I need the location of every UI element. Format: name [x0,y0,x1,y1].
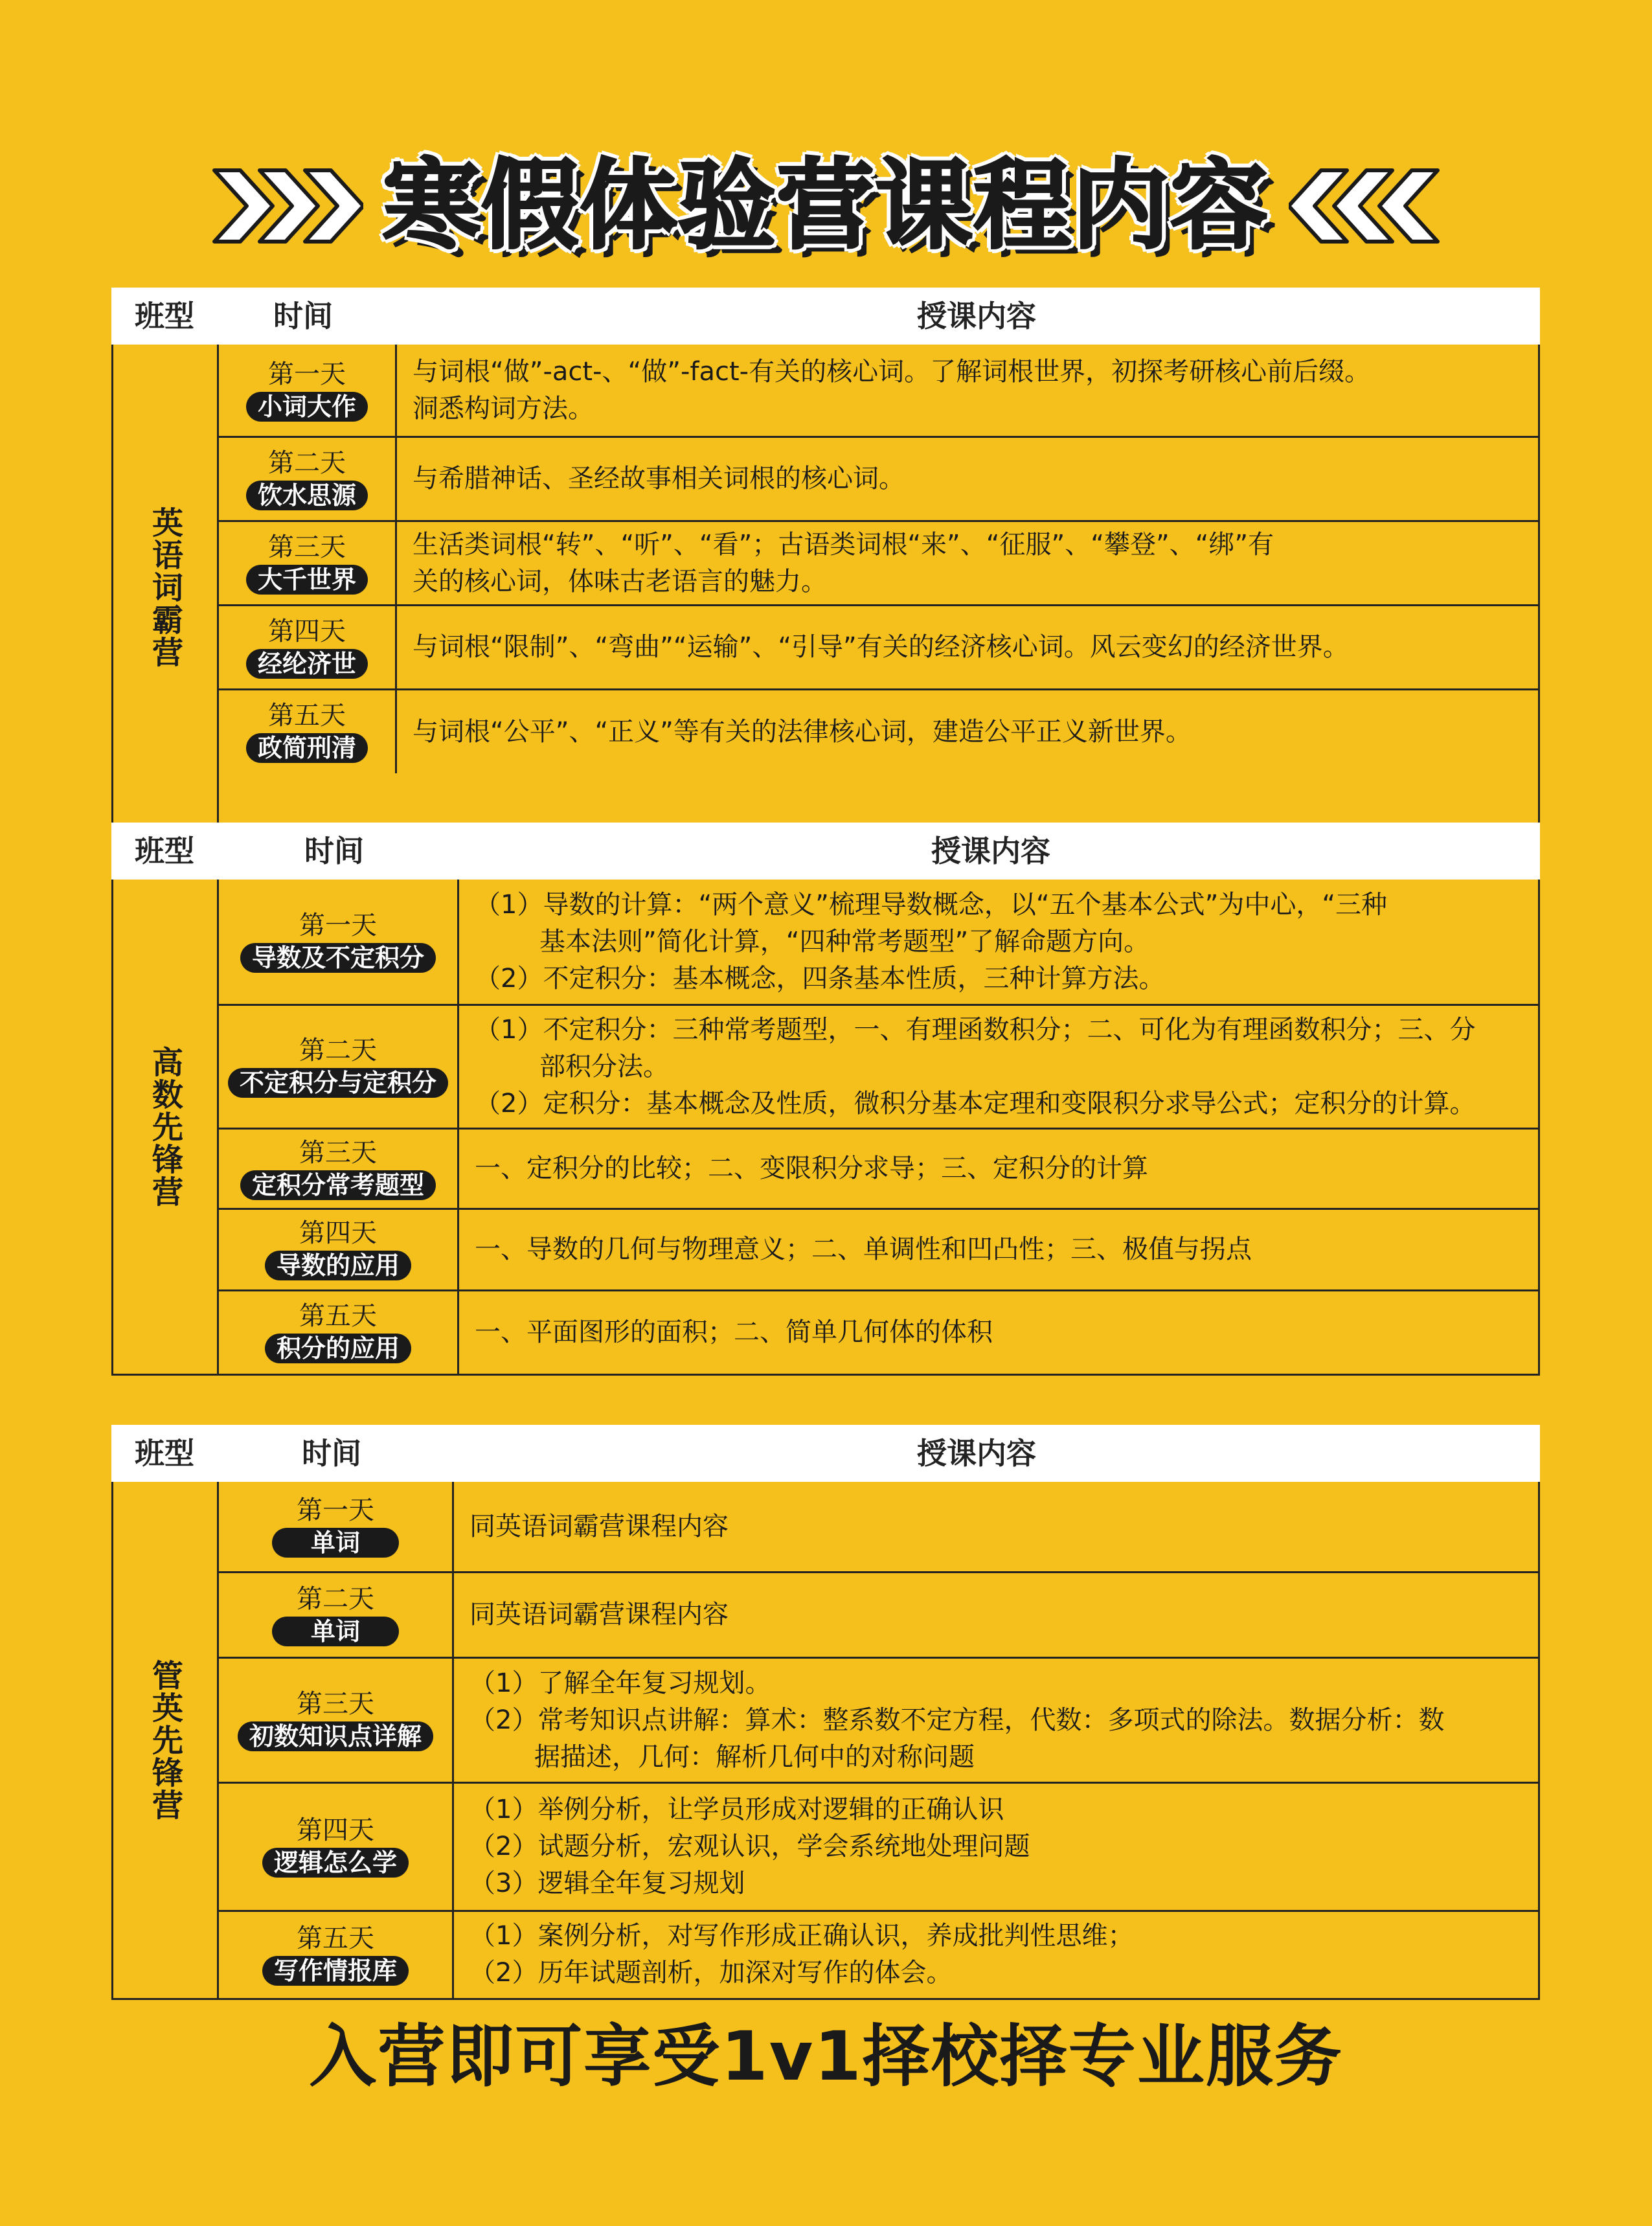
course-table-english [111,288,1540,832]
day-cell [219,1659,454,1782]
topic-tag: 导数及不定积分 [240,943,436,973]
topic-tag: 小词大作 [246,392,368,422]
table-row [219,1291,1538,1374]
course-table-math [111,823,1540,1376]
footer-slogan: 入营即可享受1v1择校择专业服务 [309,2017,1343,2096]
content-line: （2）试题分析，宏观认识，学会系统地处理问题 [470,1831,1030,1861]
topic-tag: 单词 [272,1617,399,1646]
content-line: 与词根“公平”、“正义”等有关的法律核心词，建造公平正义新世界。 [413,716,1192,747]
day-label: 第三天 [268,532,346,562]
table-header [111,823,1540,880]
header-time: 时间 [302,1436,361,1471]
table-row [219,1784,1538,1911]
header-content: 授课内容 [917,1436,1036,1471]
topic-tag: 饮水思源 [246,481,368,510]
content-cell [397,522,1538,604]
content-cell [459,1130,1538,1208]
table-body [111,1482,1540,2000]
table-row [219,345,1538,438]
table-rows [219,1482,1538,1998]
day-cell [219,1912,454,1998]
topic-tag: 积分的应用 [265,1334,411,1363]
topic-tag: 导数的应用 [265,1251,411,1280]
content-line: 同英语词霸营课程内容 [470,1600,729,1630]
table-header [111,1425,1540,1482]
day-label: 第五天 [268,701,346,731]
content-line: 据描述，几何：解析几何中的对称问题 [534,1742,975,1772]
day-cell [219,1210,459,1289]
content-cell [459,880,1538,1004]
class-name: 英语词霸营 [146,506,183,668]
table-row [219,690,1538,773]
table-row [219,606,1538,690]
content-line: 同英语词霸营课程内容 [470,1511,729,1541]
topic-tag: 单词 [272,1528,399,1558]
table-row [219,1659,1538,1784]
content-cell [397,690,1538,773]
topic-tag: 不定积分与定积分 [228,1068,448,1098]
table-row [219,1573,1538,1659]
content-line: （1）案例分析，对写作形成正确认识，养成批判性思维； [470,1921,1134,1951]
content-line: （2）定积分：基本概念及性质，微积分基本定理和变限积分求导公式；定积分的计算。 [475,1088,1476,1119]
table-body [111,345,1540,832]
content-line: 生活类词根“转”、“听”、“看”；古语类词根“来”、“征服”、“攀登”、“绑”有 [413,529,1274,560]
topic-tag: 写作情报库 [262,1956,409,1986]
day-label: 第二天 [297,1584,374,1614]
day-label: 第五天 [299,1301,377,1332]
day-cell [219,1291,459,1374]
header-content: 授课内容 [931,834,1050,869]
content-line: （2）历年试题剖析，加深对写作的体会。 [470,1958,953,1988]
content-line: 部积分法。 [539,1051,669,1082]
page-title: 寒假体验营课程内容 [383,150,1269,262]
header-class: 班型 [135,299,194,334]
table-row [219,438,1538,522]
day-cell [219,606,397,688]
day-cell [219,1573,454,1657]
class-cell [113,880,219,1374]
title-row [0,148,1652,264]
class-cell [113,1482,219,1998]
content-cell [397,345,1538,436]
day-label: 第一天 [268,359,346,389]
table-row [219,1482,1538,1573]
content-cell [459,1006,1538,1128]
table-row [219,880,1538,1006]
day-label: 第三天 [297,1689,374,1720]
header-content: 授课内容 [917,299,1036,334]
content-line: 与词根“做”-act-、“做”-fact-有关的核心词。了解词根世界，初探考研核心前后缀。 [413,356,1371,387]
day-label: 第二天 [268,448,346,478]
table-row [219,522,1538,606]
content-line: 洞悉构词方法。 [413,393,594,424]
day-cell [219,1482,454,1571]
day-cell [219,438,397,520]
table-body [111,880,1540,1376]
topic-tag: 大千世界 [246,565,368,595]
content-line: 一、定积分的比较；二、变限积分求导；三、定积分的计算 [475,1153,1148,1184]
day-label: 第四天 [299,1218,377,1249]
day-label: 第四天 [297,1815,374,1846]
content-cell [397,438,1538,520]
content-line: 与词根“限制”、“弯曲”“运输”、“引导”有关的经济核心词。风云变幻的经济世界。 [413,632,1349,662]
chevrons-left-icon [1289,164,1444,248]
content-line: （1）导数的计算：“两个意义”梳理导数概念，以“五个基本公式”为中心，“三种 [475,889,1388,920]
content-line: 基本法则”简化计算，“四种常考题型”了解命题方向。 [539,926,1150,957]
class-cell [113,345,219,830]
content-line: （2）不定积分：基本概念，四条基本性质，三种计算方法。 [475,963,1165,994]
topic-tag: 逻辑怎么学 [262,1848,409,1878]
table-row [219,1912,1538,1998]
day-label: 第一天 [297,1495,374,1526]
table-header [111,288,1540,345]
header-class: 班型 [135,834,194,869]
content-line: （1）了解全年复习规划。 [470,1668,771,1698]
table-rows [219,345,1538,830]
content-cell [454,1482,1538,1571]
topic-tag: 定积分常考题型 [240,1170,436,1200]
content-line: （1）举例分析，让学员形成对逻辑的正确认识 [470,1794,1004,1824]
day-cell [219,1006,459,1128]
topic-tag: 初数知识点详解 [238,1721,433,1751]
header-time: 时间 [273,299,333,334]
day-cell [219,1130,459,1208]
course-table-mba [111,1425,1540,2000]
day-label: 第一天 [299,911,377,941]
content-cell [454,1659,1538,1782]
topic-tag: 政简刑清 [246,733,368,763]
day-cell [219,880,459,1004]
class-name: 高数先锋营 [146,1045,183,1208]
content-cell [454,1573,1538,1657]
content-line: 关的核心词，体味古老语言的魅力。 [413,566,827,596]
day-label: 第四天 [268,616,346,646]
content-line: 一、导数的几何与物理意义；二、单调性和凹凸性；三、极值与拐点 [475,1234,1252,1264]
content-line: （3）逻辑全年复习规划 [470,1868,745,1898]
table-row [219,1006,1538,1130]
table-row [219,1130,1538,1210]
content-cell [459,1210,1538,1289]
day-label: 第三天 [299,1137,377,1168]
content-cell [454,1784,1538,1909]
content-cell [459,1291,1538,1374]
chevrons-right-icon [208,164,363,248]
content-line: 一、平面图形的面积；二、简单几何体的体积 [475,1317,993,1347]
content-cell [454,1912,1538,1998]
day-cell [219,690,397,773]
content-line: 与希腊神话、圣经故事相关词根的核心词。 [413,464,905,494]
header-class: 班型 [135,1436,194,1471]
topic-tag: 经纶济世 [246,649,368,679]
table-row [219,1210,1538,1291]
content-line: （1）不定积分：三种常考题型，一、有理函数积分；二、可化为有理函数积分；三、分 [475,1014,1476,1045]
content-line: （2）常考知识点讲解：算术：整系数不定方程，代数：多项式的除法。数据分析：数 [470,1705,1445,1735]
table-rows [219,880,1538,1374]
day-cell [219,522,397,604]
content-cell [397,606,1538,688]
day-label: 第五天 [297,1924,374,1954]
class-name: 管英先锋营 [146,1659,183,1821]
day-cell [219,345,397,436]
day-label: 第二天 [299,1036,377,1066]
day-cell [219,1784,454,1909]
header-time: 时间 [304,834,364,869]
